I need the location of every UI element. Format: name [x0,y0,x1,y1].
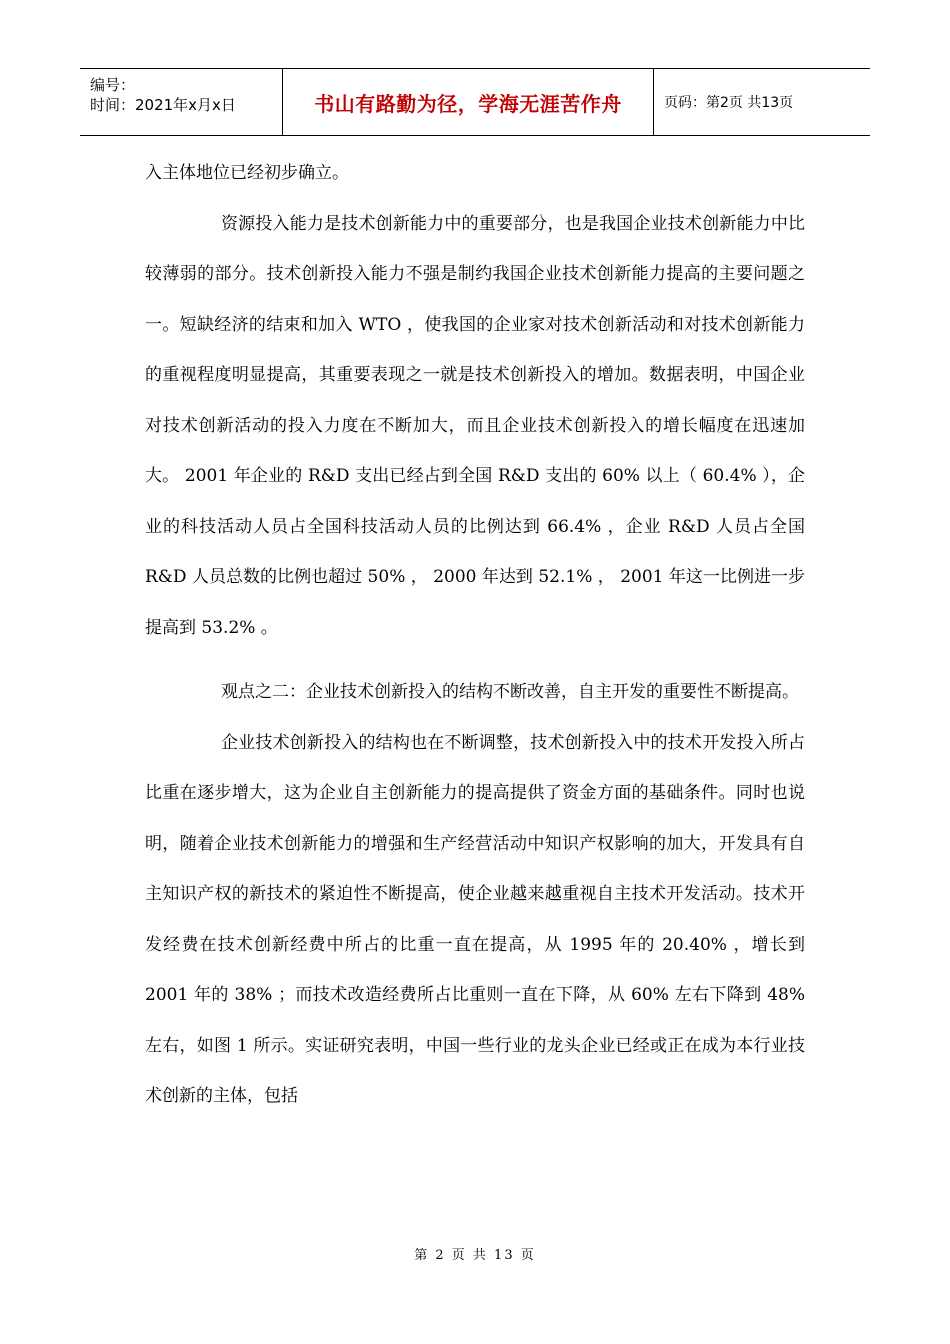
document-body [145,148,805,1122]
paragraph: 企业技术创新投入的结构也在不断调整，技术创新投入中的技术开发投入所占比重在逐步增大，这为企业自主创新能力的提高提供了资金方面的基础条件。同时也说明，随着企业技术创新能力的增强和生产经营活动中知识产权影响的加大，开发具有自主知识产权的新技术的紧迫性不断提高，使企业越来越重视自主技术开发活动。技术开发经费在技术创新经费中所占的比重一直在提高，从 1995 年的 20.40% ，增长到 2001 年的 38% ；而技术改造经费所占比重则一直在下降，从 60% 左右下降到 48% 左右，如图 1 所示。实证研究表明，中国一些行业的龙头企业已经或正在成为本行业技术创新的主体，包括 [145,732,805,1106]
header-motto: 书山有路勤为径，学海无涯苦作舟 [282,69,654,135]
header-page-info: 页码：第2页 共13页 [664,95,794,111]
page-footer: 第 2 页 共 13 页 [414,1248,536,1263]
header-meta [80,69,282,135]
number-label: 编号： [90,76,136,94]
section-viewpoint-heading: 观点之二：企业技术创新投入的结构不断改善，自主开发的重要性不断提高。 [221,682,799,702]
paragraph: 资源投入能力是技术创新能力中的重要部分，也是我国企业技术创新能力中比较薄弱的部分。技术创新投入能力不强是制约我国企业技术创新能力提高的主要问题之一。短缺经济的结束和加入 WTO ，使我国的企业家对技术创新活动和对技术创新能力的重视程度明显提高，其重要表现之一就是技术创新投入的增加。数据表明，中国企业对技术创新活动的投入力度在不断加大，而且企业技术创新投入的增长幅度在迅速加大。 2001 年企业的 R&D 支出已经占到全国 R&D 支出的 60% 以上（ 60.4% ），企业的科技活动人员占全国科技活动人员的比例达到 66.4% ，企业 R&D 人员占全国 R&D 人员总数的比例也超过 50% ， 2000 年达到 52.1% ， 2001 年这一比例进一步提高到 53.2% 。 [145,213,805,638]
paragraph: 入主体地位已经初步确立。 [145,163,349,183]
page-header [80,68,870,136]
time-label: 时间：2021年x月x日 [90,96,236,114]
